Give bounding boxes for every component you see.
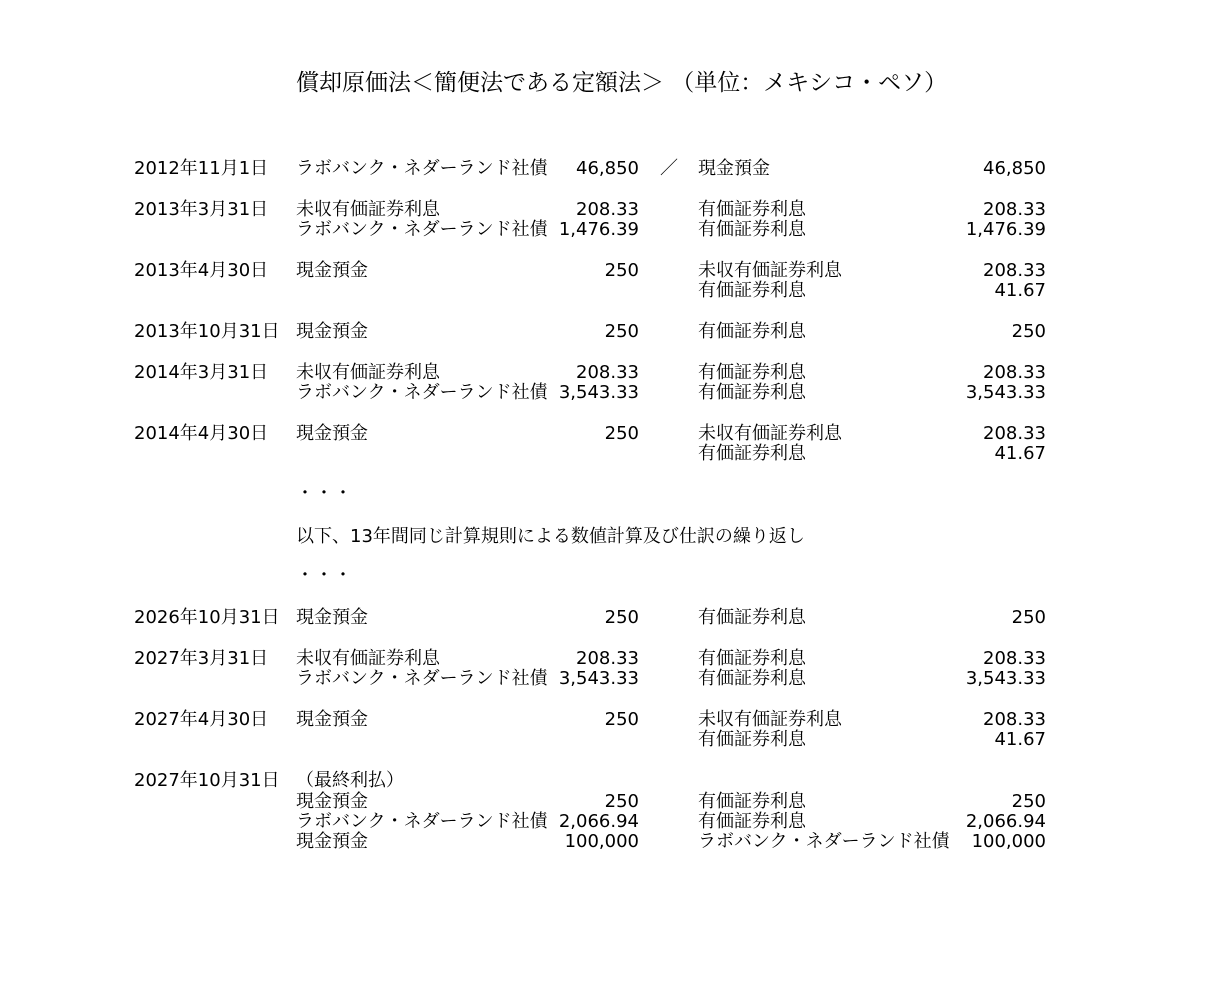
debit-amount: 250	[604, 709, 639, 730]
debit-account: ラボバンク・ネダーランド社債	[296, 219, 548, 240]
credit-amount: 208.33	[983, 709, 1046, 730]
credit-amount: 208.33	[983, 362, 1046, 383]
entry-date: 2013年10月31日	[134, 321, 280, 342]
entry-date: 2014年4月30日	[134, 423, 269, 444]
debit-account: 未収有価証券利息	[296, 199, 440, 220]
ellipsis-bottom: ・・・	[296, 565, 353, 586]
credit-account: 有価証券利息	[698, 219, 806, 240]
entry-date: 2027年4月30日	[134, 709, 269, 730]
final-payment-label: （最終利払）	[296, 770, 404, 791]
entry-date: 2013年4月30日	[134, 260, 269, 281]
debit-amount: 2,066.94	[558, 811, 639, 832]
credit-account: 有価証券利息	[698, 607, 806, 628]
credit-account: 有価証券利息	[698, 443, 806, 464]
credit-account: 有価証券利息	[698, 791, 806, 812]
debit-amount: 250	[604, 321, 639, 342]
debit-account: 現金預金	[296, 831, 368, 852]
credit-account: 有価証券利息	[698, 382, 806, 403]
credit-account: 有価証券利息	[698, 811, 806, 832]
credit-account: ラボバンク・ネダーランド社債	[698, 831, 950, 852]
entry-date: 2012年11月1日	[134, 158, 269, 179]
debit-account: ラボバンク・ネダーランド社債	[296, 811, 548, 832]
debit-amount: 250	[604, 791, 639, 812]
debit-account: 現金預金	[296, 423, 368, 444]
debit-account: 現金預金	[296, 709, 368, 730]
credit-amount: 208.33	[983, 648, 1046, 669]
credit-amount: 46,850	[983, 158, 1046, 179]
credit-account: 有価証券利息	[698, 321, 806, 342]
credit-amount: 250	[1011, 321, 1046, 342]
credit-amount: 41.67	[994, 729, 1046, 750]
debit-account: 未収有価証券利息	[296, 362, 440, 383]
debit-account: ラボバンク・ネダーランド社債	[296, 158, 548, 179]
debit-account: 現金預金	[296, 607, 368, 628]
debit-amount: 208.33	[576, 362, 639, 383]
credit-amount: 250	[1011, 791, 1046, 812]
debit-account: 現金預金	[296, 791, 368, 812]
debit-amount: 250	[604, 607, 639, 628]
credit-account: 現金預金	[698, 158, 770, 179]
separator-slash: ／	[660, 158, 678, 179]
credit-account: 有価証券利息	[698, 729, 806, 750]
credit-amount: 208.33	[983, 199, 1046, 220]
credit-account: 未収有価証券利息	[698, 709, 842, 730]
credit-amount: 250	[1011, 607, 1046, 628]
debit-amount: 250	[604, 423, 639, 444]
credit-amount: 2,066.94	[965, 811, 1046, 832]
credit-amount: 41.67	[994, 443, 1046, 464]
debit-amount: 1,476.39	[558, 219, 639, 240]
entry-date: 2027年10月31日	[134, 770, 280, 791]
credit-amount: 208.33	[983, 260, 1046, 281]
repeat-note: 以下、13年間同じ計算規則による数値計算及び仕訳の繰り返し	[296, 526, 805, 547]
credit-account: 有価証券利息	[698, 648, 806, 669]
credit-account: 未収有価証券利息	[698, 260, 842, 281]
debit-amount: 3,543.33	[558, 382, 639, 403]
debit-amount: 208.33	[576, 648, 639, 669]
debit-amount: 46,850	[576, 158, 639, 179]
credit-amount: 208.33	[983, 423, 1046, 444]
credit-amount: 3,543.33	[965, 668, 1046, 689]
debit-account: 未収有価証券利息	[296, 648, 440, 669]
debit-account: 現金預金	[296, 321, 368, 342]
credit-account: 有価証券利息	[698, 280, 806, 301]
debit-account: ラボバンク・ネダーランド社債	[296, 382, 548, 403]
entry-date: 2027年3月31日	[134, 648, 269, 669]
credit-account: 有価証券利息	[698, 668, 806, 689]
entry-date: 2014年3月31日	[134, 362, 269, 383]
debit-amount: 250	[604, 260, 639, 281]
entry-date: 2026年10月31日	[134, 607, 280, 628]
credit-account: 有価証券利息	[698, 362, 806, 383]
credit-account: 未収有価証券利息	[698, 423, 842, 444]
debit-amount: 3,543.33	[558, 668, 639, 689]
page-title: 償却原価法＜簡便法である定額法＞ （単位：メキシコ・ペソ）	[296, 70, 948, 96]
debit-account: ラボバンク・ネダーランド社債	[296, 668, 548, 689]
debit-amount: 208.33	[576, 199, 639, 220]
entry-date: 2013年3月31日	[134, 199, 269, 220]
credit-amount: 41.67	[994, 280, 1046, 301]
ellipsis-top: ・・・	[296, 483, 353, 504]
credit-amount: 1,476.39	[965, 219, 1046, 240]
debit-amount: 100,000	[564, 831, 639, 852]
debit-account: 現金預金	[296, 260, 368, 281]
credit-account: 有価証券利息	[698, 199, 806, 220]
credit-amount: 100,000	[971, 831, 1046, 852]
credit-amount: 3,543.33	[965, 382, 1046, 403]
